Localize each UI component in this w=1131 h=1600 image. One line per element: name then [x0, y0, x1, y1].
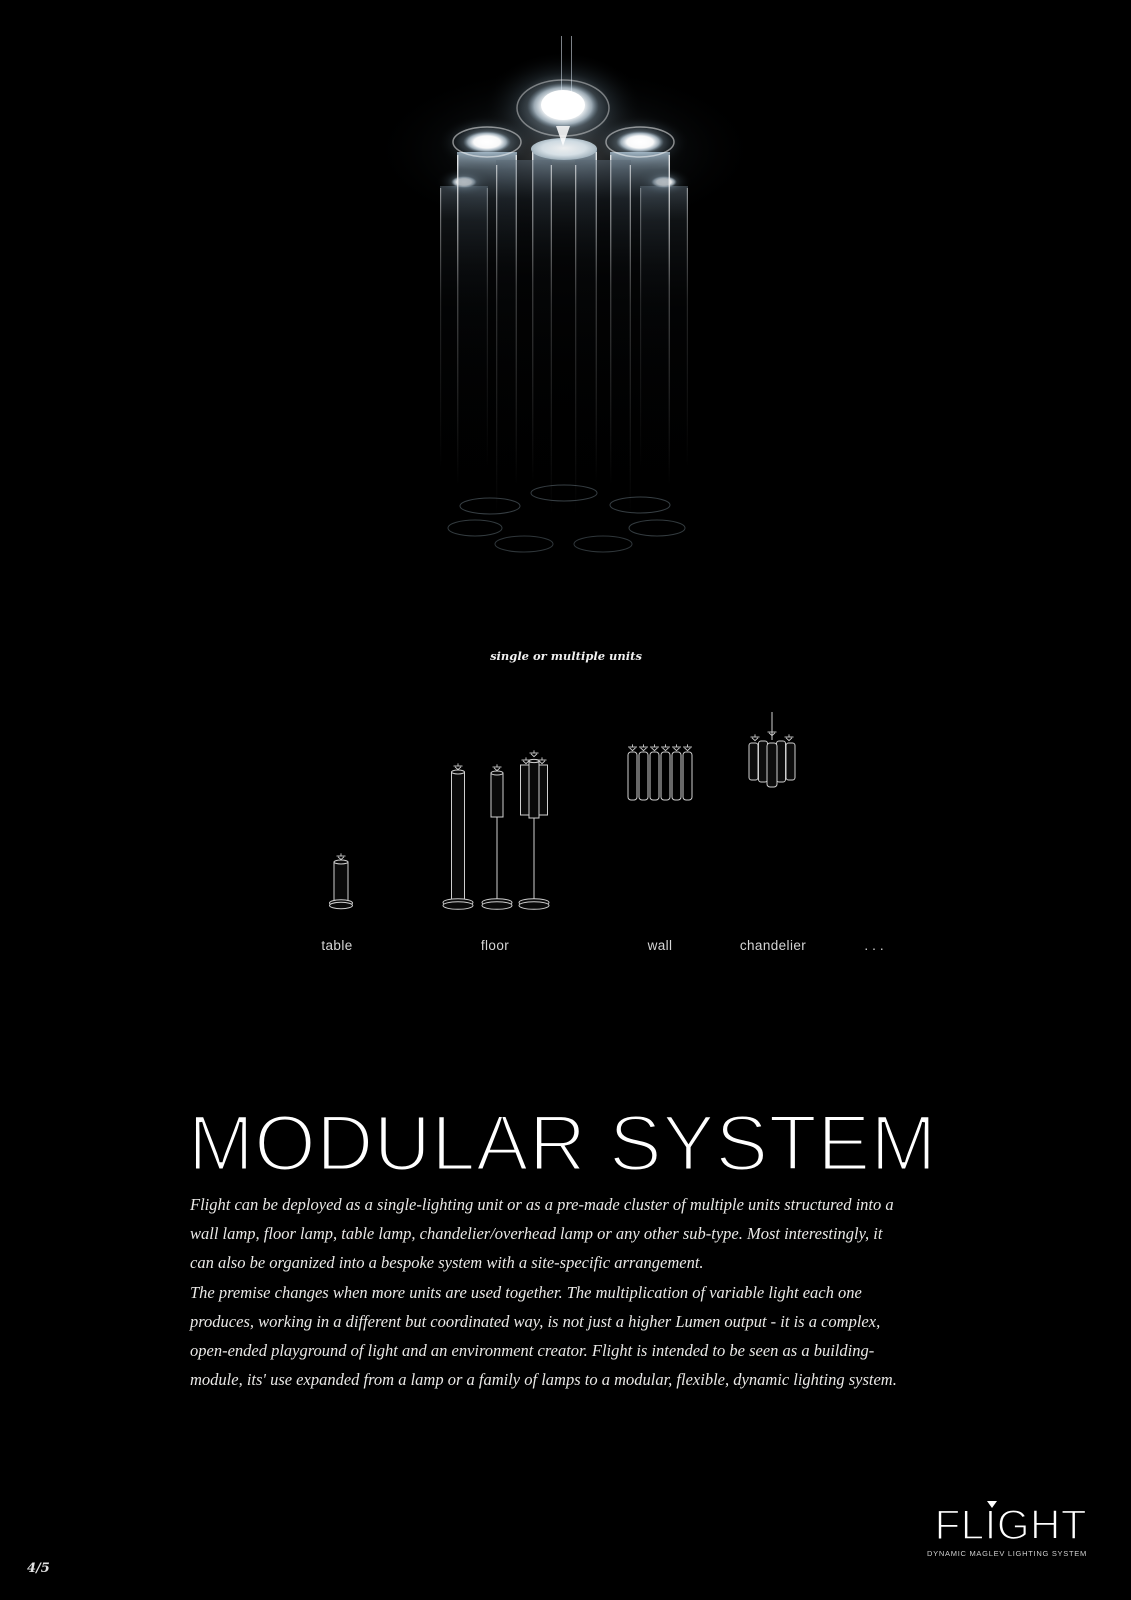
page-number: 4/5	[27, 1561, 50, 1576]
body-text-line: The premise changes when more units are used together. The multiplication of variable light each one	[190, 1282, 862, 1302]
floor-lamp-tall	[443, 763, 473, 909]
diagram-label-more: ...	[864, 938, 888, 953]
body-text-line: open-ended playground of light and an environment creator. Flight is intended to be seen as a building-	[190, 1341, 875, 1361]
body-copy	[190, 1190, 935, 1394]
flight-logo: FLIGHT	[934, 1501, 1087, 1548]
diagram-chandelier	[749, 712, 795, 787]
floor-lamp-pole	[482, 764, 512, 909]
diagram-label-wall: wall	[647, 938, 673, 953]
floor-lamp-cluster	[519, 750, 549, 909]
hero-photo	[365, 36, 765, 552]
body-text-line: wall lamp, floor lamp, table lamp, chandelier/overhead lamp or any other sub-type. Most interestingly, it	[190, 1224, 883, 1244]
logo-tagline: DYNAMIC MAGLEV LIGHTING SYSTEM	[927, 1549, 1087, 1558]
page-title: MODULAR SYSTEM	[188, 1097, 937, 1187]
logo-i-triangle-icon	[987, 1501, 997, 1508]
hero-caption: single or multiple units	[490, 649, 642, 663]
diagram-label-table: table	[321, 938, 353, 953]
diagram-label-floor: floor	[480, 938, 510, 953]
lamp-type-diagram	[330, 712, 796, 909]
diagram-floor-lamps	[443, 750, 549, 909]
body-text-line: produces, working in a different but coordinated way, is not just a higher Lumen output - it is a complex,	[190, 1311, 881, 1331]
diagram-label-chandelier: chandelier	[739, 938, 807, 953]
floating-light	[483, 51, 643, 161]
diagram-table-lamp	[330, 853, 353, 908]
diagram-wall-unit	[628, 744, 692, 800]
lamp-tube-front-right	[574, 160, 632, 552]
lamp-tube-front-left	[495, 160, 553, 552]
body-text-line: module, its' use expanded from a lamp or a family of lamps to a modular, flexible, dynamic lighting system.	[190, 1370, 897, 1390]
body-text-line: Flight can be deployed as a single-lighting unit or as a pre-made cluster of multiple units structured into a	[190, 1195, 894, 1214]
body-text-line: can also be organized into a bespoke system with a site-specific arrangement.	[190, 1253, 704, 1273]
